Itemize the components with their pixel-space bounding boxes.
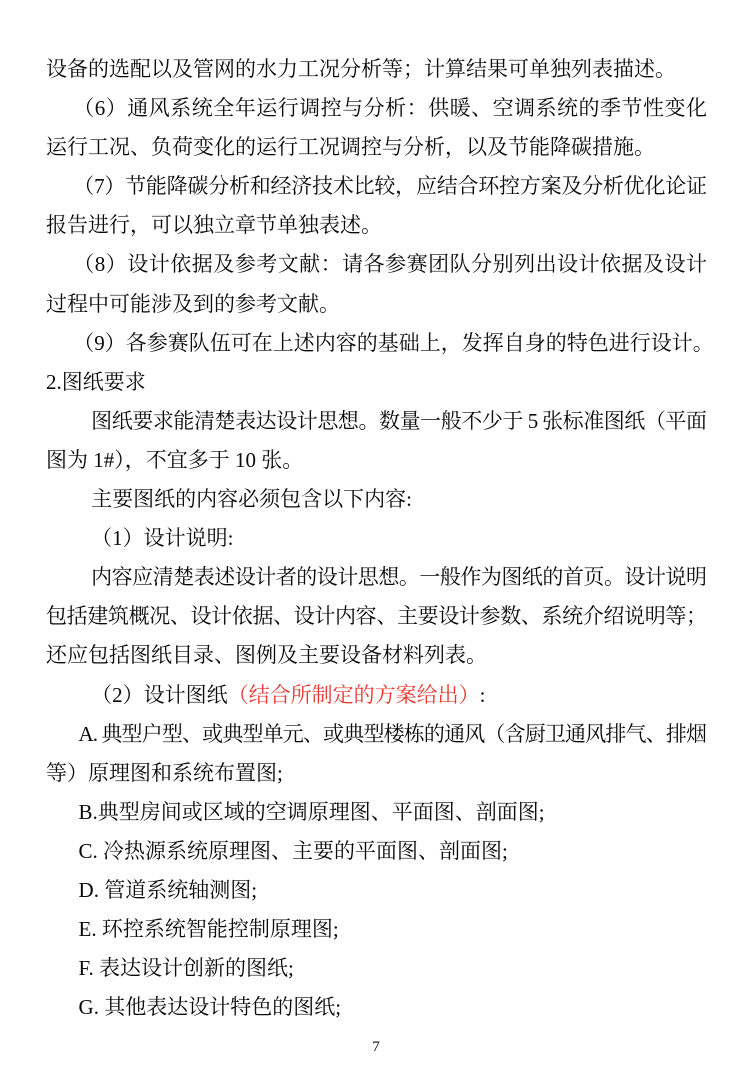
list-item-b: B.典型房间或区域的空调原理图、平面图、剖面图; (78, 799, 545, 824)
item-2-colon: : (479, 682, 486, 707)
list-item-d: D. 管道系统轴测图; (78, 877, 258, 902)
para-item-6-line-1: （6）通风系统全年运行调控与分析：供暖、空调系统的季节性变化 (73, 96, 706, 121)
para-item-2-design-drawings (46, 676, 706, 715)
para-item-7-line-1: （7）节能降碳分析和经济技术比较，应结合环控方案及分析优化论证 (73, 174, 706, 199)
heading-drawing-requirements: 2.图纸要求 (46, 369, 146, 394)
list-item-e: E. 环控系统智能控制原理图; (78, 917, 339, 942)
para-description-line-2: 包括建筑概况、设计依据、设计内容、主要设计参数、系统介绍说明等； (46, 604, 706, 629)
list-item-a-line-2: 等）原理图和系统布置图; (46, 760, 283, 785)
para-item-8-line-2: 过程中可能涉及到的参考文献。 (46, 291, 340, 316)
highlight-red-note: （结合所制定的方案给出） (227, 682, 480, 707)
para-drawing-quantity-line-2: 图为 1#），不宜多于 10 张。 (46, 447, 304, 472)
para-main-drawing-contents: 主要图纸的内容必须包含以下内容: (91, 487, 412, 512)
para-drawing-quantity-line-1: 图纸要求能清楚表达设计思想。数量一般不少于 5 张标准图纸（平面 (91, 408, 706, 433)
para-item-7-line-2: 报告进行，可以独立章节单独表述。 (46, 213, 382, 238)
list-item-a-line-1: A. 典型户型、或典型单元、或典型楼栋的通风（含厨卫通风排气、排烟 (78, 721, 706, 746)
para-description-line-1: 内容应清楚表述设计者的设计思想。一般作为图纸的首页。设计说明 (91, 565, 706, 590)
para-item-8-line-1: （8）设计依据及参考文献：请各参赛团队分别列出设计依据及设计 (73, 252, 706, 277)
list-item-f: F. 表达设计创新的图纸; (78, 956, 294, 981)
list-item-c: C. 冷热源系统原理图、主要的平面图、剖面图; (78, 838, 508, 863)
para-item-9: （9）各参赛队伍可在上述内容的基础上，发挥自身的特色进行设计。 (73, 330, 714, 355)
para-item-1-design-description: （1）设计说明: (91, 526, 234, 551)
item-2-label: （2）设计图纸 (91, 682, 228, 707)
para-description-line-3: 还应包括图纸目录、图例及主要设备材料列表。 (46, 643, 487, 668)
list-item-g: G. 其他表达设计特色的图纸; (78, 995, 342, 1020)
page-number: 7 (372, 1039, 380, 1056)
para-item-6-line-2: 运行工况、负荷变化的运行工况调控与分析，以及节能降碳措施。 (46, 135, 655, 160)
para-calculation-continuation: 设备的选配以及管网的水力工况分析等；计算结果可单独列表描述。 (46, 57, 676, 81)
